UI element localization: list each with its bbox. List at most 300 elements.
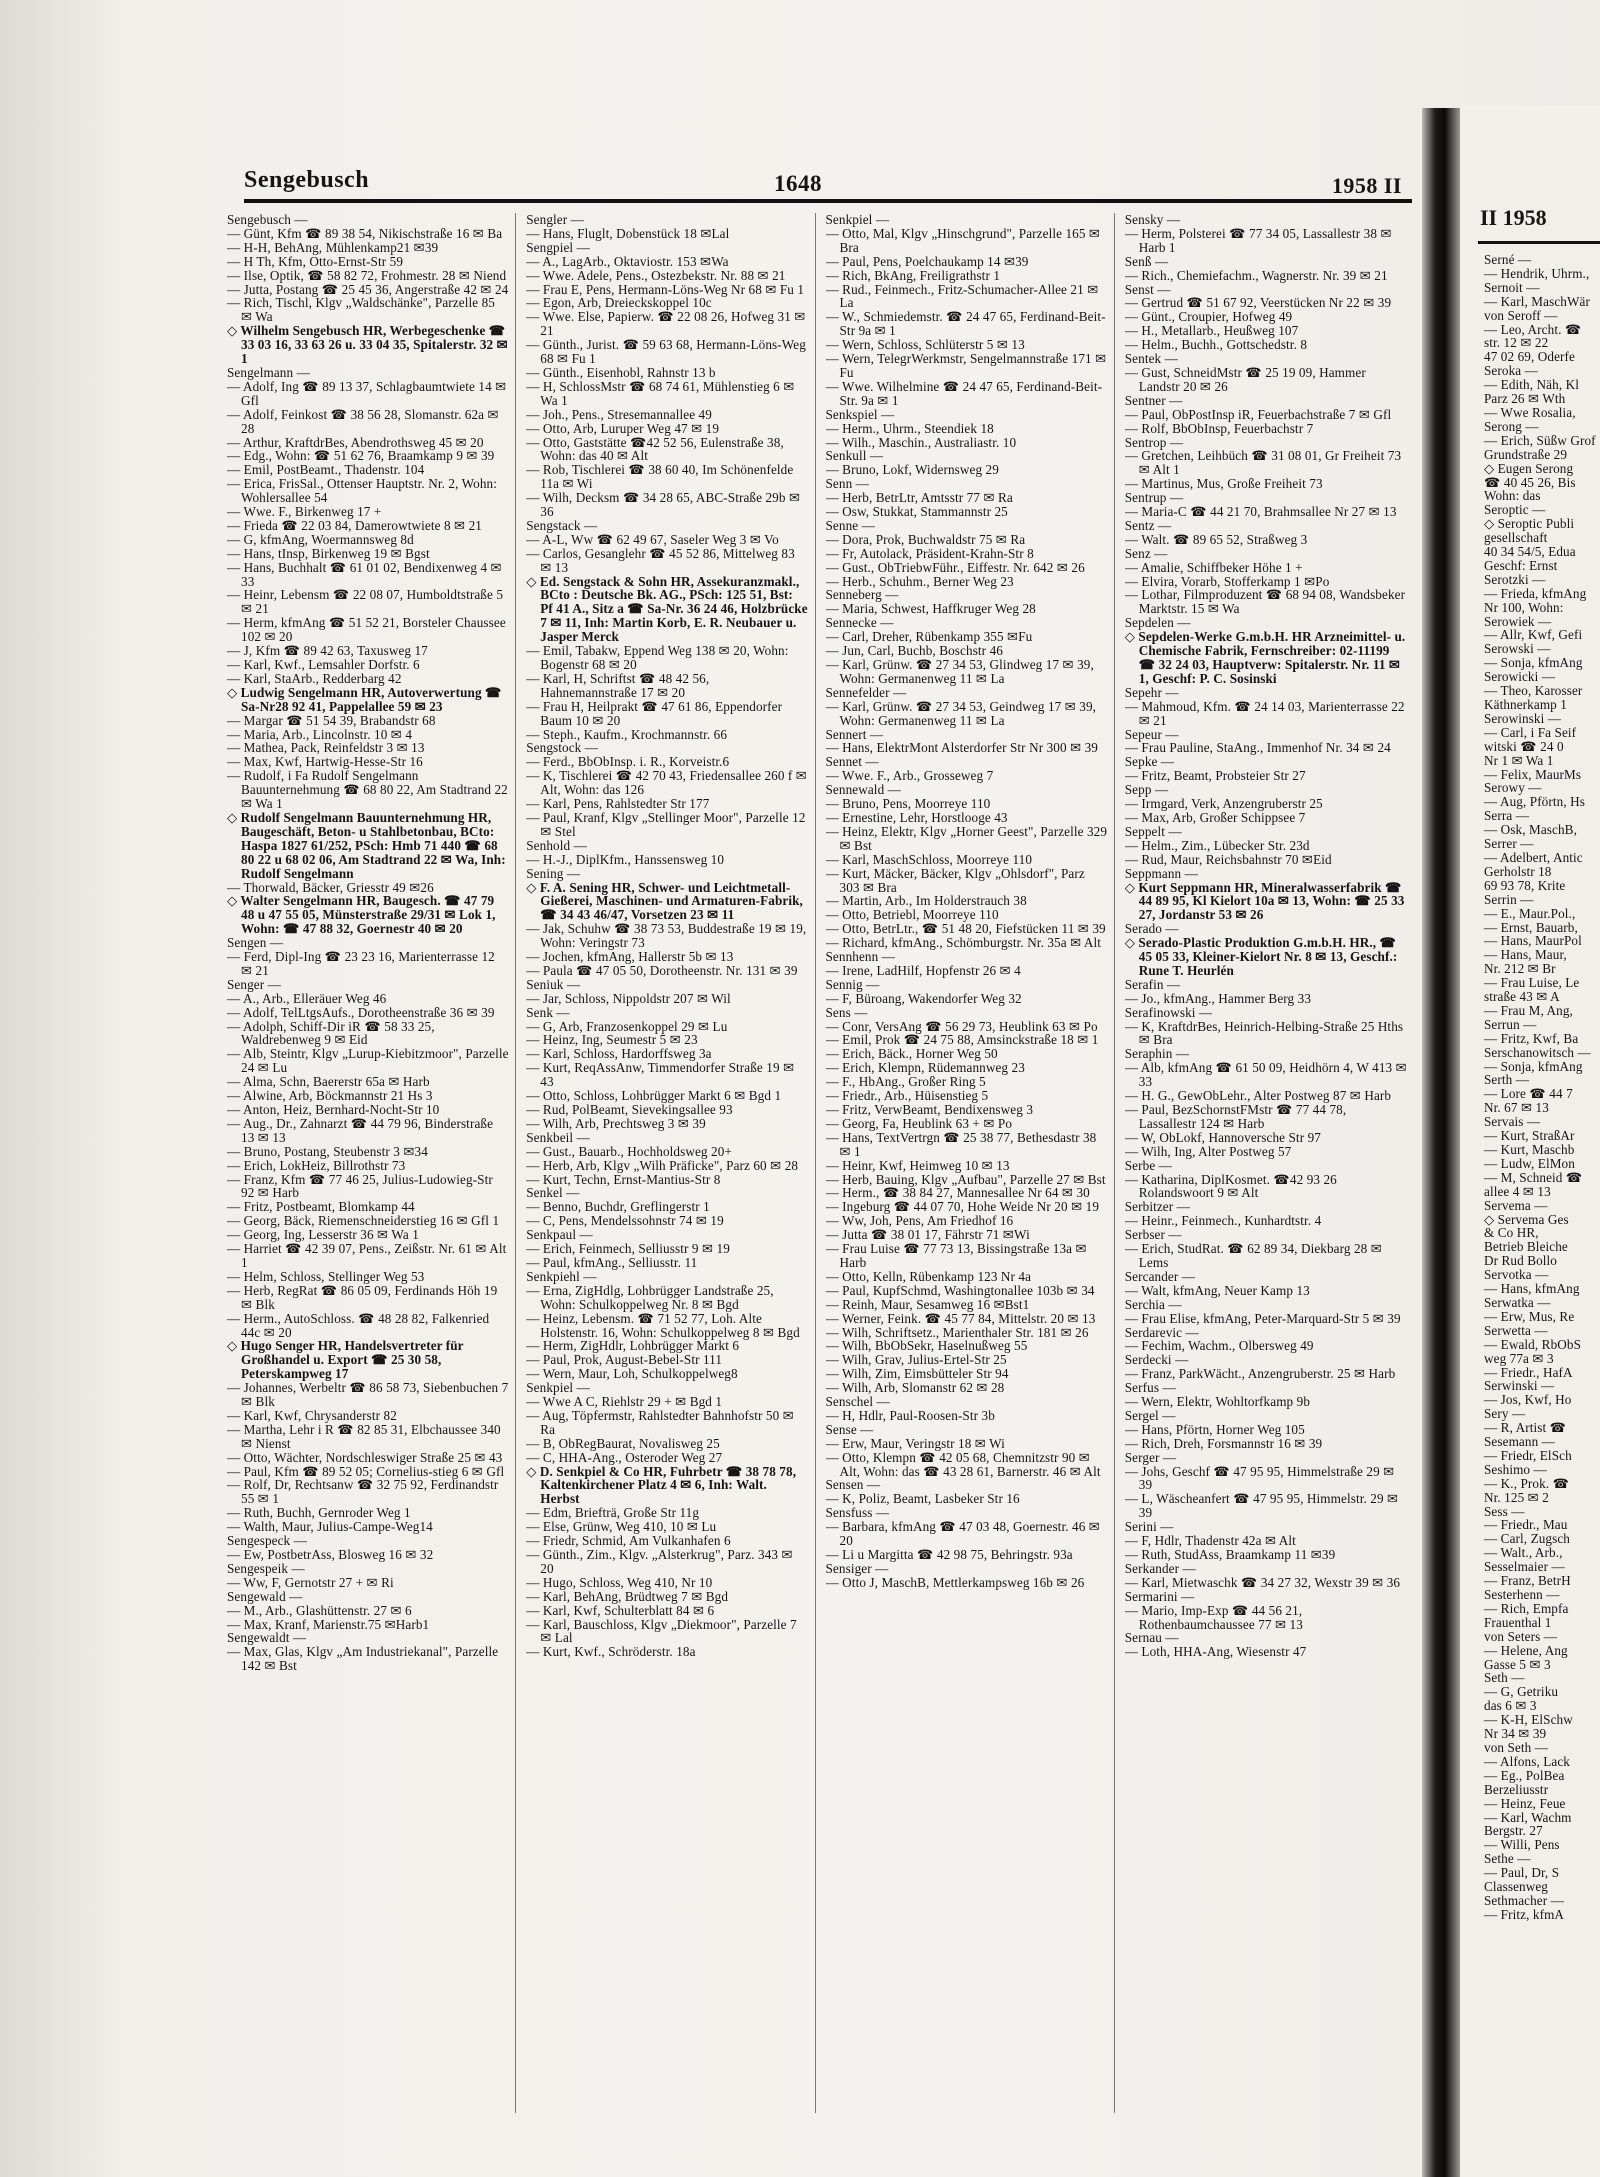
- surname-heading: Senschel —: [825, 1394, 890, 1410]
- directory-entry: — Aug, Töpfermstr, Rahlstedter Bahnhofstr 50 ✉ Ra: [526, 1407, 794, 1437]
- directory-entry: — F, Hdlr, Thadenstr 42a ✉ Alt: [1124, 1533, 1296, 1549]
- directory-entry: — Wwe. F., Arb., Grosseweg 7: [825, 768, 994, 784]
- facing-page-entry: allee 4 ✉ 13: [1484, 1183, 1551, 1199]
- directory-entry: — Erw, Maur, Veringstr 18 ✉ Wi: [825, 1435, 1005, 1451]
- directory-entry: — Erich, Feinmech, Selliusstr 9 ✉ 19: [526, 1241, 730, 1257]
- surname-heading: Serkander —: [1124, 1560, 1196, 1576]
- surname-heading: Sentz —: [1124, 517, 1172, 533]
- surname-heading: Sengewald —: [227, 1588, 303, 1604]
- surname-heading: Sentrup —: [1124, 490, 1184, 506]
- facing-page-entry: Berzeliusstr: [1484, 1781, 1549, 1797]
- directory-entry: — Li u Margitta ☎ 42 98 75, Behringstr. 93a: [825, 1547, 1073, 1562]
- facing-page-entry: ☎ 40 45 26, Bis: [1484, 474, 1576, 490]
- surname-heading: Sennewald —: [825, 782, 901, 798]
- surname-heading: Sengespeik —: [227, 1560, 305, 1576]
- facing-page-entry: Sethmacher —: [1484, 1892, 1564, 1908]
- directory-entry: — Rob, Tischlerei ☎ 38 60 40, Im Schönenfelde 11a ✉ Wi: [526, 462, 794, 492]
- directory-entry: — Erich, Klempn, Rüdemannweg 23: [825, 1060, 1025, 1076]
- firm-entry: ◇ Rudolf Sengelmann Bauunternehmung HR, Baugeschäft, Beton- u Stahlbetonbau, BCto: Haspa 1827 61/252, PSch: Hmb 71 440 ☎ 68 80 22 u 68 02 06, Am Stadtrand 22 ✉ Wa, Inh: Rudolf Sengelmann: [227, 809, 506, 881]
- facing-page-entry: Serrin —: [1484, 891, 1534, 907]
- surname-heading: Sens —: [825, 1004, 868, 1020]
- facing-page-entry: — Hans, kfmAng: [1484, 1281, 1580, 1297]
- facing-page-entry: Wohn: das: [1484, 488, 1541, 504]
- directory-entry: — Wern, Schloss, Schlüterstr 5 ✉ 13: [825, 337, 1025, 353]
- directory-entry: — Karl, Pens, Rahlstedter Str 177: [526, 796, 710, 812]
- directory-entry: — W., Schmiedemstr. ☎ 24 47 65, Ferdinand-Beit-Str 9a ✉ 1: [825, 309, 1106, 339]
- facing-page-entry: — Wwe Rosalia,: [1484, 404, 1576, 420]
- directory-entry: — Wilh, Grav, Julius-Ertel-Str 25: [825, 1352, 1007, 1368]
- directory-entry: — Maria-C ☎ 44 21 70, Brahmsallee Nr 27 ✉ 13: [1124, 504, 1397, 520]
- facing-page-entry: Sesterhenn —: [1484, 1587, 1560, 1602]
- directory-entry: — Jun, Carl, Buchb, Boschstr 46: [825, 643, 1003, 659]
- facing-page-entry: — Karl, Wachm: [1484, 1809, 1572, 1825]
- facing-page-entry: Serowicki —: [1484, 669, 1556, 685]
- directory-entry: — Wilh, Zim, Eimsbütteler Str 94: [825, 1366, 1009, 1382]
- directory-entry: — Otto J, MaschB, Mettlerkampsweg 16b ✉ 26: [825, 1574, 1085, 1590]
- facing-page-entry: weg 77a ✉ 3: [1484, 1350, 1554, 1366]
- directory-entry: — Karl, Grünw. ☎ 27 34 53, Geindweg 17 ✉ 39, Wohn: Germanenweg 11 ✉ La: [825, 698, 1097, 728]
- header-keyword: Sengebusch: [244, 167, 370, 193]
- facing-page-entry: Seshimo —: [1484, 1461, 1547, 1477]
- directory-entry: — Herb, BetrLtr, Amtsstr 77 ✉ Ra: [825, 490, 1013, 506]
- surname-heading: Serini —: [1124, 1519, 1174, 1535]
- facing-page-entry: Serwinski —: [1484, 1378, 1555, 1394]
- directory-entry: — Barbara, kfmAng ☎ 47 03 48, Goernestr. 46 ✉ 20: [825, 1519, 1100, 1549]
- directory-entry: — Gust., Bauarb., Hochholdsweg 20+: [526, 1143, 732, 1159]
- directory-entry: — Ww, F, Gernotstr 27 + ✉ Ri: [227, 1574, 394, 1590]
- directory-entry: — Karl, Grünw. ☎ 27 34 53, Glindweg 17 ✉ 39, Wohn: Germanenweg 11 ✉ La: [825, 657, 1094, 686]
- surname-heading: Sennhenn —: [825, 949, 895, 965]
- facing-page-entry: — Adelbert, Antic: [1484, 849, 1583, 865]
- directory-entry: — Alwine, Arb, Böckmannstr 21 Hs 3: [227, 1088, 433, 1104]
- surname-heading: Sensen —: [825, 1477, 881, 1493]
- directory-entry: — Paul, KupfSchmd, Washingtonallee 103b ✉ 34: [825, 1282, 1095, 1298]
- directory-entry: — Hugo, Schloss, Weg 410, Nr 10: [526, 1574, 713, 1590]
- surname-heading: Sengler —: [526, 213, 584, 227]
- directory-entry: — Alma, Schn, Baererstr 65a ✉ Harb: [227, 1074, 430, 1090]
- directory-entry: — Herm., Uhrm., Steendiek 18: [825, 420, 994, 436]
- directory-entry: — H.-J., DiplKfm., Hanssensweg 10: [526, 851, 725, 867]
- firm-entry: ◇ Wilhelm Sengebusch HR, Werbegeschenke ☎ 33 03 16, 33 63 26 u. 33 04 35, Spitalerstr. 32 ✉ 1: [227, 323, 508, 367]
- directory-entry: — Rud, PolBeamt, Sievekingsallee 93: [526, 1102, 733, 1117]
- directory-entry: — Paul, BezSchornstFMstr ☎ 77 44 78, Lassallestr 124 ✉ Harb: [1124, 1102, 1347, 1131]
- directory-entry: — Werner, Feink. ☎ 45 77 84, Mittelstr. 20 ✉ 13: [825, 1310, 1096, 1326]
- directory-entry: — Heinr., Feinmech., Kunhardtstr. 4: [1124, 1213, 1322, 1229]
- directory-entry: — H. G., GewObLehr., Alter Postweg 87 ✉ Harb: [1124, 1088, 1392, 1104]
- directory-entry: — Hans, Pförtn, Horner Weg 105: [1124, 1421, 1305, 1437]
- header-year-volume: 1958 II: [1331, 173, 1402, 198]
- facing-page-entry: — Hendrik, Uhrm.,: [1484, 265, 1590, 281]
- surname-heading: Sensky —: [1124, 213, 1181, 227]
- directory-entry: — Wilh, Decksm ☎ 34 28 65, ABC-Straße 29b ✉ 36: [526, 490, 801, 520]
- firm-entry: ◇ Sepdelen-Werke G.m.b.H. HR Arzneimittel- u. Chemische Fabrik, Fernschreiber: 02-11199 ☎ 32 24 03, Hauptverw: Spitalerstr. Nr. 11 ✉ 1, Geschf: P. C. Sosinski: [1124, 629, 1406, 686]
- directory-entry: — Ew, PostbetrAss, Blosweg 16 ✉ 32: [227, 1547, 434, 1562]
- surname-heading: Serbe —: [1124, 1157, 1172, 1173]
- facing-page-entry: witski ☎ 24 0: [1484, 738, 1564, 754]
- facing-page-entry: Nr 100, Wohn:: [1484, 599, 1564, 615]
- directory-entry: — A., Arb., Elleräuer Weg 46: [227, 990, 387, 1006]
- firm-entry: ◇ F. A. Sening HR, Schwer- und Leichtmetall-Gießerei, Maschinen- und Armaturen-Fabrik, ☎ 34 43 46/47, Vorsetzen 23 ✉ 11: [526, 879, 803, 923]
- directory-entry: — Walth, Maur, Julius-Campe-Weg14: [227, 1519, 433, 1535]
- directory-entry: — Reinh, Maur, Sesamweg 16 ✉Bst1: [825, 1296, 1030, 1312]
- surname-heading: Serbitzer —: [1124, 1199, 1190, 1215]
- directory-entry: — Helm., Zim., Lübecker Str. 23d: [1124, 837, 1310, 853]
- directory-entry: — Walt. ☎ 89 65 52, Straßweg 3: [1124, 531, 1308, 547]
- facing-page-entry: — Franz, BetrH: [1484, 1573, 1571, 1589]
- directory-entry: — Helm, Schloss, Stellinger Weg 53: [227, 1268, 425, 1284]
- directory-entry: — Thorwald, Bäcker, Griesstr 49 ✉26: [227, 879, 434, 895]
- directory-entry: — Joh., Pens., Stresemannallee 49: [526, 406, 712, 422]
- facing-page-entry: Sesselmaier —: [1484, 1559, 1565, 1575]
- facing-page-entry: — Hans, MaurPol: [1484, 933, 1582, 949]
- surname-heading: Sepdelen —: [1124, 615, 1191, 631]
- facing-page-entry: 40 34 54/5, Edua: [1484, 544, 1576, 560]
- facing-page-entry: — E., Maur.Pol.,: [1484, 905, 1576, 921]
- directory-entry: — Erica, FrisSal., Ottenser Hauptstr. Nr. 2, Wohn: Wohlersallee 54: [227, 476, 497, 506]
- directory-entry: — H, SchlossMstr ☎ 68 74 61, Mühlenstieg 6 ✉ Wa 1: [526, 378, 795, 408]
- facing-page-entry: Seroka —: [1484, 363, 1538, 379]
- surname-heading: Sensfuss —: [825, 1505, 890, 1521]
- directory-entry: — Wern, TelegrWerkmstr, Sengelmannstraße 171 ✉ Fu: [825, 351, 1107, 380]
- surname-heading: Senz —: [1124, 545, 1168, 561]
- surname-heading: Senne —: [825, 517, 875, 533]
- directory-entry: — Frieda ☎ 22 03 84, Damerowtwiete 8 ✉ 21: [227, 517, 482, 533]
- directory-entry: — Karl, BehAng, Brüdtweg 7 ✉ Bgd: [526, 1588, 729, 1604]
- facing-page-entry: — Erich, Süßw Grof: [1484, 432, 1596, 448]
- directory-entry: — Hans, TextVertrgn ☎ 25 38 77, Bethesdastr 38 ✉ 1: [825, 1129, 1097, 1159]
- directory-entry: — Otto, BetrLtr., ☎ 51 48 20, Fiefstücken 11 ✉ 39: [825, 921, 1106, 937]
- directory-entry: — Heinz, Lebensm. ☎ 71 52 77, Loh. Alte Holstenstr. 16, Wohn: Schulkoppelweg 8 ✉ Bgd: [526, 1310, 800, 1340]
- directory-entry: — Kurt, ReqAssAnw, Timmendorfer Straße 19 ✉ 43: [526, 1060, 795, 1090]
- firm-entry: ◇ Walter Sengelmann HR, Baugesch. ☎ 47 79 48 u 47 55 05, Münsterstraße 29/31 ✉ Lok 1, Wohn: ☎ 47 88 32, Goernestr 40 ✉ 20: [227, 893, 496, 937]
- directory-entry: — Max, Glas, Klgv „Am Industriekanal", Parzelle 142 ✉ Bst: [227, 1644, 499, 1674]
- surname-heading: Senn —: [825, 476, 869, 492]
- surname-heading: Serdarevic —: [1124, 1324, 1199, 1340]
- directory-entry: — Maria, Schwest, Haffkruger Weg 28: [825, 601, 1036, 617]
- directory-entry: — Maria, Arb., Lincolnstr. 10 ✉ 4: [227, 726, 413, 742]
- directory-entry: — Bruno, Lokf, Widernsweg 29: [825, 462, 999, 478]
- directory-entry: — Adolf, Feinkost ☎ 38 56 28, Slomanstr. 62a ✉ 28: [227, 406, 499, 436]
- directory-entry: — Otto, Kelln, Rübenkamp 123 Nr 4a: [825, 1268, 1032, 1284]
- facing-page-entry: — Sonja, kfmAng: [1484, 1058, 1583, 1074]
- facing-page-entry: Nr. 212 ✉ Br: [1484, 961, 1556, 977]
- directory-entry: — Paul, ObPostInsp iR, Feuerbachstraße 7 ✉ Gfl: [1124, 406, 1392, 422]
- directory-entry: — Günt., Croupier, Hofweg 49: [1124, 309, 1293, 325]
- surname-heading: Sengstack —: [526, 517, 598, 533]
- directory-entry: — Otto, Mal, Klgv „Hinschgrund", Parzelle 165 ✉ Bra: [825, 225, 1101, 255]
- directory-entry: — A., LagArb., Oktaviostr. 153 ✉Wa: [526, 253, 729, 269]
- directory-entry: — Friedr., Arb., Hüisenstieg 5: [825, 1088, 989, 1104]
- facing-page-entry: ◇ Servema Ges: [1484, 1211, 1569, 1227]
- directory-entry: — K, Poliz, Beamt, Lasbeker Str 16: [825, 1491, 1020, 1507]
- facing-page-entry: Serong —: [1484, 418, 1539, 434]
- header-rule: [244, 199, 1412, 203]
- directory-entry: — Rolf, BbObInsp, Feuerbachstr 7: [1124, 420, 1314, 436]
- directory-entry: — Gretchen, Leihbüch ☎ 31 08 01, Gr Freiheit 73 ✉ Alt 1: [1124, 448, 1402, 478]
- surname-heading: Senger —: [227, 976, 281, 992]
- directory-entry: — Wilh, Arb, Slomanstr 62 ✉ 28: [825, 1380, 1005, 1396]
- facing-page-entry: Servotka —: [1484, 1267, 1549, 1283]
- surname-heading: Senkpiel —: [825, 213, 890, 227]
- directory-entry: — Dora, Prok, Buchwaldstr 75 ✉ Ra: [825, 531, 1026, 547]
- directory-entry: — Heinz, Ing, Seumestr 5 ✉ 23: [526, 1032, 698, 1048]
- directory-entry: — Emil, PostBeamt., Thadenstr. 104: [227, 462, 425, 478]
- facing-page-entry: Serrer —: [1484, 836, 1534, 852]
- surname-heading: Senß —: [1124, 253, 1169, 269]
- surname-heading: Senneberg —: [825, 587, 899, 603]
- facing-page-entry: — Eg., PolBea: [1484, 1767, 1565, 1783]
- facing-page-entry: Sess —: [1484, 1503, 1525, 1519]
- facing-page-entry: — Willi, Pens: [1484, 1837, 1560, 1853]
- directory-entry: — Margar ☎ 51 54 39, Brabandstr 68: [227, 712, 436, 728]
- surname-heading: Serafinowski —: [1124, 1004, 1213, 1020]
- directory-entry: — A-L, Ww ☎ 62 49 67, Saseler Weg 3 ✉ Vo: [526, 531, 779, 547]
- directory-entry: — Martin, Arb., Im Holderstrauch 38: [825, 893, 1027, 909]
- directory-entry: — Herm, ZigHdlr, Lohbrügger Markt 6: [526, 1338, 740, 1354]
- surname-heading: Serbser —: [1124, 1227, 1182, 1243]
- directory-entry: — Loth, HHA-Ang, Wiesenstr 47: [1124, 1644, 1307, 1660]
- directory-entry: — Paula ☎ 47 05 50, Dorotheenstr. Nr. 131 ✉ 39: [526, 962, 798, 978]
- surname-heading: Sercander —: [1124, 1268, 1196, 1284]
- directory-entry: — Wwe. Wilhelmine ☎ 24 47 65, Ferdinand-Beit-Str. 9a ✉ 1: [825, 378, 1103, 408]
- surname-heading: Sengen —: [227, 935, 284, 951]
- directory-entry: — Katharina, DiplKosmet. ☎42 93 26 Rolandswoort 9 ✉ Alt: [1124, 1171, 1337, 1201]
- directory-entry: — Rudolf, i Fa Rudolf Sengelmann Bauunternehmung ☎ 68 80 22, Am Stadtrand 22 ✉ Wa 1: [227, 768, 508, 812]
- directory-entry: — Otto, Schloss, Lohbrügger Markt 6 ✉ Bgd 1: [526, 1088, 782, 1104]
- book-binding-shadow: [1422, 108, 1460, 2177]
- directory-entry: — Karl, Mietwaschk ☎ 34 27 32, Wexstr 39 ✉ 36: [1124, 1574, 1401, 1590]
- facing-page-header: II 1958: [1480, 205, 1547, 230]
- directory-entry: — Emil, Tabakw, Eppend Weg 138 ✉ 20, Wohn: Bogenstr 68 ✉ 20: [526, 643, 789, 672]
- directory-entry: — Karl, Bauschloss, Klgv „Diekmoor", Parzelle 7 ✉ Lal: [526, 1616, 797, 1646]
- directory-entry: — Wilh, BbObSekr, Haselnußweg 55: [825, 1338, 1028, 1354]
- facing-page-entry: Sernoit —: [1484, 279, 1540, 295]
- directory-entry: — Georg, Fa, Heublink 63 + ✉ Po: [825, 1115, 1013, 1131]
- directory-entry: — Max, Kwf, Hartwig-Hesse-Str 16: [227, 754, 423, 770]
- surname-heading: Serado —: [1124, 921, 1179, 937]
- directory-entry: — Anton, Heiz, Bernhard-Nocht-Str 10: [227, 1102, 440, 1117]
- directory-entry: — Otto, Wächter, Nordschleswiger Straße 25 ✉ 43: [227, 1449, 503, 1465]
- surname-heading: Sengespeck —: [227, 1533, 307, 1549]
- facing-page-entry: — Hans, Maur,: [1484, 947, 1567, 963]
- directory-entry: — Max, Arb, Großer Schippsee 7: [1124, 809, 1306, 825]
- directory-entry: — Rolf, Dr, Rechtsanw ☎ 32 75 92, Ferdinandstr 55 ✉ 1: [227, 1477, 499, 1507]
- directory-entry: — Günth., Jurist. ☎ 59 63 68, Hermann-Löns-Weg 68 ✉ Fu 1: [526, 337, 806, 367]
- directory-entry: — Fechim, Wachm., Olbersweg 49: [1124, 1338, 1314, 1354]
- surname-heading: Sennert —: [825, 726, 884, 742]
- facing-page-entry: — Carl, Zugsch: [1484, 1531, 1571, 1547]
- facing-page-entry: gesellschaft: [1484, 530, 1548, 546]
- facing-page-entry: — Rich, Empfa: [1484, 1600, 1569, 1616]
- directory-entry: — Adolph, Schiff-Dir iR ☎ 58 33 25, Waldrebenweg 9 ✉ Eid: [227, 1018, 435, 1048]
- directory-entry: — Otto, Arb, Luruper Weg 47 ✉ 19: [526, 420, 720, 436]
- directory-entry: — Karl, Kwf, Schulterblatt 84 ✉ 6: [526, 1602, 715, 1618]
- surname-heading: Sennet —: [825, 754, 879, 770]
- directory-entry: — Rich, BkAng, Freiligrathstr 1: [825, 267, 1001, 283]
- facing-page-column: [1484, 253, 1600, 1922]
- directory-entry: — Rud., Feinmech., Fritz-Schumacher-Allee 21 ✉ La: [825, 281, 1099, 311]
- directory-entry: — Heinz, Elektr, Klgv „Horner Geest", Parzelle 329 ✉ Bst: [825, 823, 1108, 853]
- facing-page-entry: Seroptic —: [1484, 502, 1546, 518]
- facing-page-entry: — Helene, Ang: [1484, 1642, 1568, 1658]
- directory-entry: — Ferd, Dipl-Ing ☎ 23 23 16, Marienterrasse 12 ✉ 21: [227, 949, 495, 978]
- directory-entry: — Friedr, Schmid, Am Vulkanhafen 6: [526, 1533, 731, 1549]
- facing-page-entry: — Allr, Kwf, Gefi: [1484, 627, 1583, 643]
- directory-entry: — Arthur, KraftdrBes, Abendrothsweg 45 ✉ 20: [227, 434, 484, 450]
- directory-entry: — Erich, StudRat. ☎ 62 89 34, Diekbarg 28 ✉ Lems: [1124, 1241, 1382, 1270]
- firm-entry: ◇ D. Senkpiel & Co HR, Fuhrbetr ☎ 38 78 78, Kaltenkirchener Platz 4 ✉ 6, Inh: Walt. Herbst: [526, 1463, 797, 1507]
- directory-entry: — Paul, Kranf, Klgv „Stellinger Moor", Parzelle 12 ✉ Stel: [526, 809, 806, 839]
- directory-entry: — Rich., Chemiefachm., Wagnerstr. Nr. 39 ✉ 21: [1124, 267, 1388, 283]
- directory-entry: — Wilh., Maschin., Australiastr. 10: [825, 434, 1017, 450]
- directory-entry: — Karl, Kwf, Chrysanderstr 82: [227, 1407, 397, 1423]
- column-3: [826, 213, 1115, 2113]
- facing-page-entry: — Jos, Kwf, Ho: [1484, 1392, 1572, 1408]
- surname-heading: Sepeur —: [1124, 726, 1179, 742]
- directory-entry: — Lothar, Filmproduzent ☎ 68 94 08, Wandsbeker Marktstr. 15 ✉ Wa: [1124, 587, 1406, 617]
- directory-entry: — Johs, Geschf ☎ 47 95 95, Himmelstraße 29 ✉ 39: [1124, 1463, 1395, 1493]
- facing-page-entry: — Lore ☎ 44 7: [1484, 1086, 1573, 1102]
- directory-entry: — Frau E, Pens, Hermann-Löns-Weg Nr 68 ✉ Fu 1: [526, 281, 805, 297]
- directory-page: [200, 105, 1422, 2177]
- directory-entry: — Fritz, Beamt, Probsteier Str 27: [1124, 768, 1306, 784]
- facing-page-entry: — Alfons, Lack: [1484, 1753, 1571, 1769]
- directory-entry: — Bruno, Postang, Steubenstr 3 ✉34: [227, 1143, 428, 1159]
- directory-entry: — Fr, Autolack, Präsident-Krahn-Str 8: [825, 545, 1034, 561]
- facing-header-rule: [1478, 241, 1600, 244]
- directory-entry: — Hans, Buchhalt ☎ 61 01 02, Bendixenweg 4 ✉ 33: [227, 559, 502, 589]
- directory-entry: — Mario, Imp-Exp ☎ 44 56 21, Rothenbaumchaussee 77 ✉ 13: [1124, 1602, 1303, 1632]
- directory-entry: — W, ObLokf, Hannoversche Str 97: [1124, 1129, 1321, 1145]
- directory-entry: — Jutta ☎ 38 01 17, Fährstr 71 ✉Wi: [825, 1227, 1030, 1243]
- directory-entry: — K, KraftdrBes, Heinrich-Helbing-Straße 25 Hths ✉ Bra: [1124, 1018, 1404, 1048]
- directory-entry: — Fritz, VerwBeamt, Bendixensweg 3: [825, 1102, 1034, 1117]
- surname-heading: Sengstock —: [526, 740, 599, 756]
- facing-page-entry: Serowinski —: [1484, 710, 1562, 726]
- directory-entry: — Helm., Buchh., Gottschedstr. 8: [1124, 337, 1308, 353]
- facing-page-entry: Gerholstr 18: [1484, 863, 1552, 879]
- facing-page-entry: — Frau Luise, Le: [1484, 975, 1580, 991]
- directory-entry: — Otto, Klempn ☎ 42 05 68, Chemnitzstr 90 ✉ Alt, Wohn: das ☎ 43 28 61, Barnerstr. 46 ✉ Alt: [825, 1449, 1101, 1479]
- directory-entry: — Gust., ObTriebwFühr., Eiffestr. Nr. 642 ✉ 26: [825, 559, 1085, 575]
- running-header: [244, 159, 1412, 198]
- facing-page-entry: — Aug, Pförtn, Hs: [1484, 794, 1585, 810]
- facing-page-entry: Serowy —: [1484, 780, 1542, 796]
- directory-entry: — Edg., Wohn: ☎ 51 62 76, Braamkamp 9 ✉ 39: [227, 448, 495, 464]
- facing-page-entry: Serschanowitsch —: [1484, 1044, 1591, 1060]
- column-1: [227, 213, 516, 2113]
- facing-page-entry: — Karl, MaschWär: [1484, 293, 1590, 309]
- directory-entry: — Osw, Stukkat, Stammannstr 25: [825, 504, 1008, 520]
- directory-entry: — H., Metallarb., Heußweg 107: [1124, 323, 1299, 339]
- facing-page-entry: von Seters —: [1484, 1628, 1557, 1644]
- surname-heading: Senkull —: [825, 448, 884, 464]
- directory-entry: — Ruth, Buchh, Gernroder Weg 1: [227, 1505, 411, 1521]
- directory-entry: — Jutta, Postang ☎ 25 45 36, Angerstraße 42 ✉ 24: [227, 281, 509, 297]
- facing-page-entry: Serth —: [1484, 1072, 1530, 1088]
- facing-page-entry: Serrun —: [1484, 1016, 1537, 1032]
- directory-entry: — Hans, tInsp, Birkenweg 19 ✉ Bgst: [227, 545, 430, 561]
- surname-heading: Sernau —: [1124, 1630, 1179, 1646]
- surname-heading: Serfus —: [1124, 1380, 1176, 1396]
- facing-page: [1460, 105, 1600, 2177]
- facing-page-entry: Nr. 125 ✉ 2: [1484, 1489, 1549, 1505]
- surname-heading: Senk —: [526, 1004, 570, 1020]
- directory-entry: — Herm., AutoSchloss. ☎ 48 28 82, Falkenried 44c ✉ 20: [227, 1310, 490, 1340]
- directory-entry: — Alb, kfmAng ☎ 61 50 09, Heidhörn 4, W 413 ✉ 33: [1124, 1060, 1407, 1090]
- directory-entry: — J, Kfm ☎ 89 42 63, Taxusweg 17: [227, 643, 428, 659]
- directory-entry: — F., HbAng., Großer Ring 5: [825, 1074, 986, 1090]
- directory-entry: — Franz, ParkWächt., Anzengruberstr. 25 ✉ Harb: [1124, 1366, 1396, 1382]
- facing-page-entry: — Friedr, ElSch: [1484, 1447, 1572, 1463]
- facing-page-entry: — K., Prok. ☎: [1484, 1475, 1570, 1491]
- directory-entry: — Kurt, Kwf., Schröderstr. 18a: [526, 1644, 696, 1660]
- directory-entry: — Richard, kfmAng., Schömburgstr. Nr. 35a ✉ Alt: [825, 935, 1102, 951]
- facing-page-entry: Serotzki —: [1484, 571, 1546, 587]
- directory-entry: — Jo., kfmAng., Hammer Berg 33: [1124, 990, 1312, 1006]
- directory-entry: — Adolf, Ing ☎ 89 13 37, Schlagbaumtwiete 14 ✉ Gfl: [227, 378, 507, 408]
- surname-heading: Seraphin —: [1124, 1046, 1190, 1062]
- directory-entry: — Otto, Betriebl, Moorreye 110: [825, 907, 999, 923]
- directory-entry: — Karl, H, Schriftst ☎ 48 42 56, Hahnemannstraße 17 ✉ 20: [526, 670, 710, 700]
- facing-page-entry: Servema —: [1484, 1197, 1548, 1213]
- directory-entry: — Alb, Steintr, Klgv „Lurup-Kiebitzmoor", Parzelle 24 ✉ Lu: [227, 1046, 509, 1076]
- entry-columns: [227, 213, 1413, 2113]
- facing-page-entry: Käthnerkamp 1: [1484, 697, 1567, 712]
- facing-page-entry: Servais —: [1484, 1114, 1541, 1130]
- directory-entry: — K, Tischlerei ☎ 42 70 43, Friedensallee 260 f ✉ Alt, Wohn: das 126: [526, 768, 807, 798]
- directory-entry: — Ruth, StudAss, Braamkamp 11 ✉39: [1124, 1547, 1336, 1562]
- facing-page-entry: — R, Artist ☎: [1484, 1420, 1567, 1436]
- surname-heading: Sengpiel —: [526, 239, 590, 255]
- facing-page-entry: Geschf: Ernst: [1484, 557, 1558, 573]
- directory-entry: — Ferd., BbObInsp. i. R., Korveistr.6: [526, 754, 730, 770]
- surname-heading: Senkspiel —: [825, 406, 895, 422]
- surname-heading: Sense —: [825, 1421, 874, 1437]
- facing-page-entry: 47 02 69, Oderfe: [1484, 349, 1575, 365]
- surname-heading: Sennecke —: [825, 615, 894, 631]
- facing-page-entry: Bergstr. 27: [1484, 1823, 1543, 1839]
- surname-heading: Serger —: [1124, 1449, 1177, 1465]
- directory-entry: — G, kfmAng, Woermannsweg 8d: [227, 531, 414, 547]
- directory-entry: — Benno, Buchdr, Greflingerstr 1: [526, 1199, 710, 1215]
- directory-entry: — Walt, kfmAng, Neuer Kamp 13: [1124, 1282, 1310, 1298]
- facing-page-entry: — Fritz, Kwf, Ba: [1484, 1030, 1579, 1046]
- facing-page-entry: Serowski —: [1484, 641, 1551, 657]
- directory-entry: — C, Pens, Mendelssohnstr 74 ✉ 19: [526, 1213, 724, 1229]
- facing-page-entry: — Erw, Mus, Re: [1484, 1308, 1575, 1324]
- facing-page-entry: Dr Rud Bollo: [1484, 1253, 1558, 1269]
- directory-entry: — Martha, Lehr i R ☎ 82 85 31, Elbchaussee 340 ✉ Nienst: [227, 1421, 501, 1451]
- surname-heading: Senkpiehl —: [526, 1268, 597, 1284]
- directory-entry: — H, Hdlr, Paul-Roosen-Str 3b: [825, 1407, 995, 1423]
- facing-page-entry: Seth —: [1484, 1670, 1525, 1686]
- directory-entry: — Wern, Maur, Loh, Schulkoppelweg8: [526, 1366, 738, 1382]
- facing-page-entry: Nr 34 ✉ 39: [1484, 1726, 1547, 1742]
- directory-entry: — Herb, Bauing, Klgv „Aufbau", Parzelle 27 ✉ Bst: [825, 1171, 1106, 1187]
- surname-heading: Senkel —: [526, 1185, 580, 1201]
- directory-entry: — Conr, VersAng ☎ 56 29 73, Heublink 63 ✉ Po: [825, 1018, 1098, 1034]
- directory-entry: — Herb, Arb, Klgv „Wilh Präficke", Parz 60 ✉ 28: [526, 1157, 799, 1173]
- facing-page-entry: das 6 ✉ 3: [1484, 1698, 1537, 1714]
- column-2: [526, 213, 815, 2113]
- surname-heading: Sentek —: [1124, 351, 1178, 367]
- directory-entry: — Karl, Schloss, Hardorffsweg 3a: [526, 1046, 712, 1062]
- page-number: 1648: [774, 171, 822, 196]
- directory-entry: — Rich, Tischl, Klgv „Waldschänke", Parzelle 85 ✉ Wa: [227, 295, 495, 325]
- facing-page-entry: Sery —: [1484, 1406, 1526, 1422]
- directory-entry: — Frau Pauline, StaAng., Immenhof Nr. 34 ✉ 24: [1124, 740, 1391, 756]
